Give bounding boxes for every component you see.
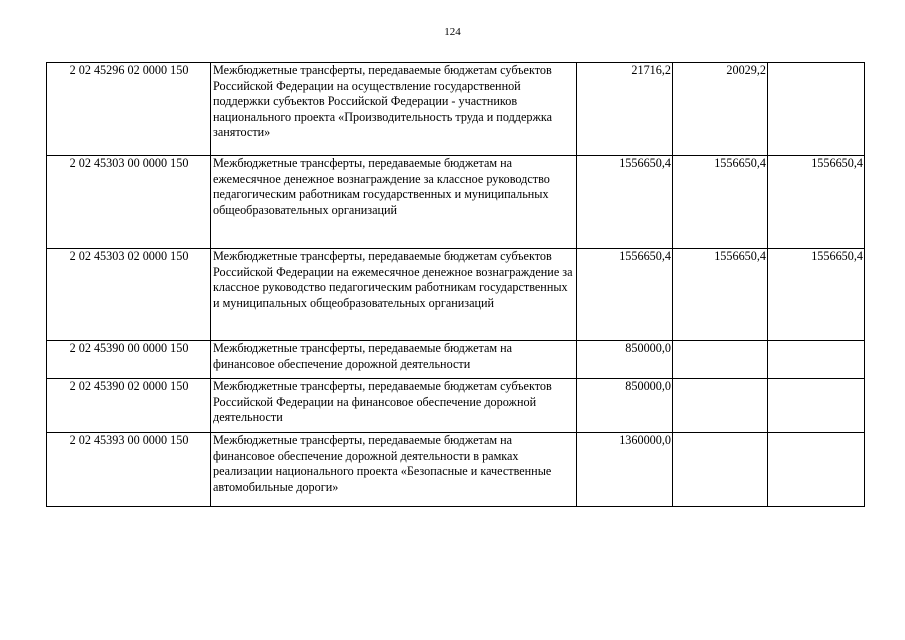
row-code: 2 02 45390 02 0000 150: [47, 379, 211, 433]
row-description: Межбюджетные трансферты, передаваемые бюджетам на финансовое обеспечение дорожной деятельности в рамках реализации национального проекта «Безопасные и качественные автомобильные дороги»: [211, 433, 577, 507]
table-row: [47, 433, 865, 507]
table-row: [47, 379, 865, 433]
table-row: [47, 249, 865, 341]
row-amount-year3: [768, 379, 865, 433]
row-amount-year3: [768, 341, 865, 379]
row-amount-year3: 1556650,4: [768, 156, 865, 249]
row-amount-year1: 850000,0: [577, 341, 673, 379]
row-amount-year2: 1556650,4: [673, 156, 768, 249]
row-description: Межбюджетные трансферты, передаваемые бюджетам на финансовое обеспечение дорожной деятельности: [211, 341, 577, 379]
row-amount-year2: [673, 379, 768, 433]
table-row: [47, 156, 865, 249]
row-amount-year1: 21716,2: [577, 63, 673, 156]
row-amount-year2: 20029,2: [673, 63, 768, 156]
table-row: [47, 341, 865, 379]
row-code: 2 02 45303 00 0000 150: [47, 156, 211, 249]
row-amount-year2: [673, 341, 768, 379]
row-amount-year3: 1556650,4: [768, 249, 865, 341]
budget-table: [46, 62, 865, 507]
row-amount-year1: 850000,0: [577, 379, 673, 433]
row-description: Межбюджетные трансферты, передаваемые бюджетам субъектов Российской Федерации на ежемесячное денежное вознаграждение за классное руководство педагогическим работникам государственных и муниципальных общеобразовательных организаций: [211, 249, 577, 341]
row-amount-year2: 1556650,4: [673, 249, 768, 341]
row-amount-year3: [768, 63, 865, 156]
row-amount-year1: 1556650,4: [577, 156, 673, 249]
row-description: Межбюджетные трансферты, передаваемые бюджетам субъектов Российской Федерации на финансовое обеспечение дорожной деятельности: [211, 379, 577, 433]
page-number: 124: [444, 26, 461, 38]
row-description: Межбюджетные трансферты, передаваемые бюджетам субъектов Российской Федерации на осуществление государственной поддержки субъектов Российской Федерации - участников национального проекта «Производительность труда и поддержка занятости»: [211, 63, 577, 156]
row-amount-year1: 1556650,4: [577, 249, 673, 341]
row-code: 2 02 45303 02 0000 150: [47, 249, 211, 341]
row-amount-year3: [768, 433, 865, 507]
row-code: 2 02 45390 00 0000 150: [47, 341, 211, 379]
row-amount-year1: 1360000,0: [577, 433, 673, 507]
table-row: [47, 63, 865, 156]
row-description: Межбюджетные трансферты, передаваемые бюджетам на ежемесячное денежное вознаграждение за классное руководство педагогическим работникам государственных и муниципальных общеобразовательных организаций: [211, 156, 577, 249]
row-code: 2 02 45296 02 0000 150: [47, 63, 211, 156]
row-code: 2 02 45393 00 0000 150: [47, 433, 211, 507]
row-amount-year2: [673, 433, 768, 507]
